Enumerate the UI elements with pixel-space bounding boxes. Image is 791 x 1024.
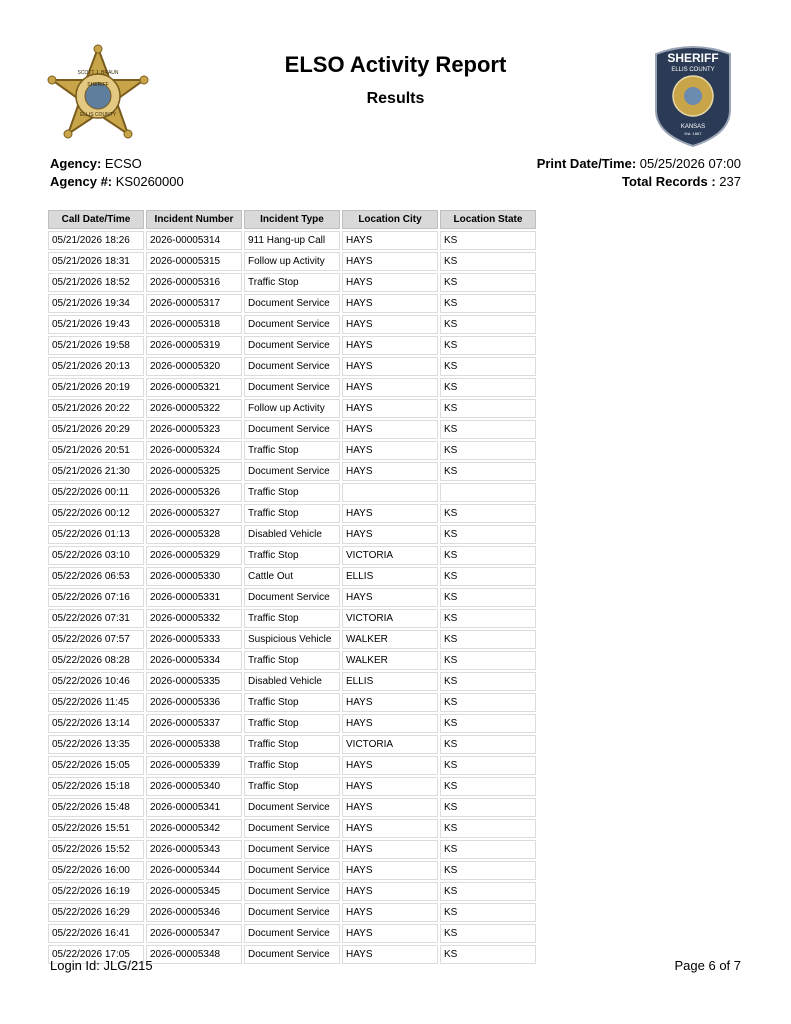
location-state-cell: KS <box>440 567 536 586</box>
incident-type-cell: Document Service <box>244 798 340 817</box>
table-row <box>48 231 536 250</box>
location-state-cell: KS <box>440 924 536 943</box>
incident-number-cell: 2026-00005348 <box>146 945 242 964</box>
call-datetime-cell: 05/21/2026 20:22 <box>48 399 144 418</box>
incident-type-cell: Document Service <box>244 840 340 859</box>
agency-info <box>50 155 184 191</box>
location-state-cell: KS <box>440 231 536 250</box>
incident-type-cell: Traffic Stop <box>244 504 340 523</box>
location-city-cell: HAYS <box>342 441 438 460</box>
call-datetime-cell: 05/22/2026 11:45 <box>48 693 144 712</box>
call-datetime-cell: 05/22/2026 16:29 <box>48 903 144 922</box>
table-row <box>48 252 536 271</box>
incident-number-cell: 2026-00005342 <box>146 819 242 838</box>
location-city-cell: HAYS <box>342 756 438 775</box>
incident-type-cell: Document Service <box>244 420 340 439</box>
location-state-cell: KS <box>440 420 536 439</box>
location-state-cell: KS <box>440 735 536 754</box>
location-city-cell: HAYS <box>342 504 438 523</box>
star-badge-top-text: SCOTT J. BRAUN <box>77 70 119 76</box>
report-title: ELSO Activity Report <box>284 52 507 77</box>
incident-type-cell: Traffic Stop <box>244 693 340 712</box>
location-state-cell: KS <box>440 798 536 817</box>
location-state-cell: KS <box>440 945 536 964</box>
call-datetime-cell: 05/21/2026 20:51 <box>48 441 144 460</box>
incident-number-cell: 2026-00005337 <box>146 714 242 733</box>
table-row <box>48 336 536 355</box>
incident-number-cell: 2026-00005341 <box>146 798 242 817</box>
agency-number-value: KS0260000 <box>115 174 184 189</box>
report-subtitle: Results <box>366 90 425 107</box>
table-row <box>48 840 536 859</box>
star-badge-bottom-text: ELLIS COUNTY <box>79 112 117 118</box>
incident-type-cell: Document Service <box>244 378 340 397</box>
call-datetime-cell: 05/22/2026 00:12 <box>48 504 144 523</box>
incident-type-cell: Traffic Stop <box>244 441 340 460</box>
call-datetime-cell: 05/21/2026 18:52 <box>48 273 144 292</box>
incident-number-cell: 2026-00005328 <box>146 525 242 544</box>
incident-type-cell: Document Service <box>244 819 340 838</box>
location-city-cell: HAYS <box>342 420 438 439</box>
call-datetime-cell: 05/22/2026 07:16 <box>48 588 144 607</box>
call-datetime-cell: 05/22/2026 10:46 <box>48 672 144 691</box>
location-city-cell: HAYS <box>342 819 438 838</box>
location-city-cell: HAYS <box>342 945 438 964</box>
table-row <box>48 315 536 334</box>
location-city-cell: HAYS <box>342 462 438 481</box>
location-city-cell: VICTORIA <box>342 546 438 565</box>
location-state-cell: KS <box>440 399 536 418</box>
location-city-cell: HAYS <box>342 882 438 901</box>
table-row <box>48 588 536 607</box>
agency-number-label: Agency #: <box>50 174 113 189</box>
call-datetime-cell: 05/22/2026 00:11 <box>48 483 144 502</box>
table-row <box>48 672 536 691</box>
incident-type-cell: Cattle Out <box>244 567 340 586</box>
table-row <box>48 504 536 523</box>
patch-county-text: ELLIS COUNTY <box>671 67 715 73</box>
agency-number-line <box>50 173 184 191</box>
incident-number-cell: 2026-00005320 <box>146 357 242 376</box>
patch-state-text: KANSAS <box>680 124 706 130</box>
table-row <box>48 924 536 943</box>
print-date-value: 05/25/2026 07:00 <box>639 156 741 171</box>
table-row <box>48 819 536 838</box>
incident-number-cell: 2026-00005334 <box>146 651 242 670</box>
table-row <box>48 462 536 481</box>
location-city-cell: ELLIS <box>342 672 438 691</box>
location-state-cell: KS <box>440 504 536 523</box>
table-row <box>48 420 536 439</box>
incident-number-cell: 2026-00005332 <box>146 609 242 628</box>
location-city-cell: HAYS <box>342 777 438 796</box>
location-state-cell: KS <box>440 651 536 670</box>
call-datetime-cell: 05/21/2026 18:26 <box>48 231 144 250</box>
table-row <box>48 735 536 754</box>
incident-type-cell: Document Service <box>244 336 340 355</box>
location-city-cell: HAYS <box>342 924 438 943</box>
table-row <box>48 294 536 313</box>
incident-type-cell: Document Service <box>244 882 340 901</box>
incident-type-cell: Document Service <box>244 945 340 964</box>
location-state-cell: KS <box>440 252 536 271</box>
incident-type-cell: Traffic Stop <box>244 273 340 292</box>
incident-number-cell: 2026-00005325 <box>146 462 242 481</box>
incident-number-cell: 2026-00005335 <box>146 672 242 691</box>
incident-type-cell: Document Service <box>244 903 340 922</box>
location-city-cell: HAYS <box>342 336 438 355</box>
incident-type-cell: Traffic Stop <box>244 483 340 502</box>
incident-type-cell: Document Service <box>244 861 340 880</box>
call-datetime-cell: 05/22/2026 07:31 <box>48 609 144 628</box>
page-number: Page 6 of 7 <box>674 958 741 973</box>
location-city-cell: HAYS <box>342 714 438 733</box>
call-datetime-cell: 05/22/2026 15:18 <box>48 777 144 796</box>
incident-number-cell: 2026-00005336 <box>146 693 242 712</box>
location-state-cell: KS <box>440 840 536 859</box>
incident-type-cell: Follow up Activity <box>244 399 340 418</box>
call-datetime-cell: 05/22/2026 13:14 <box>48 714 144 733</box>
table-row <box>48 903 536 922</box>
table-row <box>48 693 536 712</box>
location-city-cell: HAYS <box>342 840 438 859</box>
table-row <box>48 609 536 628</box>
call-datetime-cell: 05/22/2026 16:19 <box>48 882 144 901</box>
location-state-cell: KS <box>440 546 536 565</box>
incident-type-cell: Traffic Stop <box>244 546 340 565</box>
total-records-value: 237 <box>719 174 741 189</box>
location-state-cell <box>440 483 536 502</box>
location-state-cell: KS <box>440 378 536 397</box>
incident-type-cell: Traffic Stop <box>244 777 340 796</box>
location-state-cell: KS <box>440 861 536 880</box>
incident-number-cell: 2026-00005345 <box>146 882 242 901</box>
table-row <box>48 357 536 376</box>
incident-number-cell: 2026-00005333 <box>146 630 242 649</box>
table-row <box>48 567 536 586</box>
incident-type-cell: 911 Hang-up Call <box>244 231 340 250</box>
call-datetime-cell: 05/22/2026 03:10 <box>48 546 144 565</box>
call-datetime-cell: 05/21/2026 19:58 <box>48 336 144 355</box>
call-datetime-cell: 05/22/2026 16:41 <box>48 924 144 943</box>
location-city-cell: HAYS <box>342 357 438 376</box>
incident-number-cell: 2026-00005318 <box>146 315 242 334</box>
total-records-label: Total Records : <box>622 174 716 189</box>
call-datetime-cell: 05/22/2026 15:51 <box>48 819 144 838</box>
incident-number-cell: 2026-00005343 <box>146 840 242 859</box>
incident-type-cell: Traffic Stop <box>244 609 340 628</box>
call-datetime-cell: 05/22/2026 08:28 <box>48 651 144 670</box>
incident-number-cell: 2026-00005315 <box>146 252 242 271</box>
location-city-cell: WALKER <box>342 630 438 649</box>
incident-number-cell: 2026-00005329 <box>146 546 242 565</box>
incident-type-cell: Suspicious Vehicle <box>244 630 340 649</box>
location-city-cell: HAYS <box>342 378 438 397</box>
login-id: Login Id: JLG/215 <box>50 958 153 973</box>
incident-number-cell: 2026-00005326 <box>146 483 242 502</box>
location-city-cell: HAYS <box>342 525 438 544</box>
location-city-cell: HAYS <box>342 399 438 418</box>
incident-number-cell: 2026-00005321 <box>146 378 242 397</box>
table-row <box>48 525 536 544</box>
location-state-cell: KS <box>440 336 536 355</box>
incident-type-cell: Document Service <box>244 462 340 481</box>
incident-number-cell: 2026-00005340 <box>146 777 242 796</box>
call-datetime-cell: 05/22/2026 15:52 <box>48 840 144 859</box>
location-state-cell: KS <box>440 819 536 838</box>
activity-table <box>46 208 538 966</box>
incident-type-cell: Document Service <box>244 294 340 313</box>
table-row <box>48 861 536 880</box>
location-city-cell: HAYS <box>342 693 438 712</box>
incident-type-cell: Document Service <box>244 357 340 376</box>
incident-type-cell: Follow up Activity <box>244 252 340 271</box>
incident-number-cell: 2026-00005319 <box>146 336 242 355</box>
incident-number-cell: 2026-00005323 <box>146 420 242 439</box>
location-city-cell: WALKER <box>342 651 438 670</box>
incident-type-cell: Traffic Stop <box>244 714 340 733</box>
table-row <box>48 483 536 502</box>
location-city-cell: HAYS <box>342 798 438 817</box>
call-datetime-cell: 05/22/2026 01:13 <box>48 525 144 544</box>
call-datetime-cell: 05/21/2026 20:13 <box>48 357 144 376</box>
table-row <box>48 378 536 397</box>
incident-number-cell: 2026-00005338 <box>146 735 242 754</box>
table-row <box>48 882 536 901</box>
location-city-cell: VICTORIA <box>342 609 438 628</box>
call-datetime-cell: 05/21/2026 18:31 <box>48 252 144 271</box>
table-row <box>48 441 536 460</box>
location-city-cell: ELLIS <box>342 567 438 586</box>
incident-number-cell: 2026-00005317 <box>146 294 242 313</box>
print-info <box>537 155 741 191</box>
incident-number-cell: 2026-00005330 <box>146 567 242 586</box>
agency-value: ECSO <box>104 156 142 171</box>
call-datetime-cell: 05/22/2026 16:00 <box>48 861 144 880</box>
star-badge-mid-text: SHERIFF <box>87 82 109 88</box>
incident-number-cell: 2026-00005347 <box>146 924 242 943</box>
call-datetime-cell: 05/22/2026 13:35 <box>48 735 144 754</box>
location-city-cell: HAYS <box>342 315 438 334</box>
column-header: Location City <box>342 210 438 229</box>
location-state-cell: KS <box>440 315 536 334</box>
call-datetime-cell: 05/22/2026 07:57 <box>48 630 144 649</box>
location-city-cell: HAYS <box>342 273 438 292</box>
incident-type-cell: Disabled Vehicle <box>244 525 340 544</box>
location-state-cell: KS <box>440 525 536 544</box>
print-date-label: Print Date/Time: <box>536 156 637 171</box>
incident-type-cell: Disabled Vehicle <box>244 672 340 691</box>
call-datetime-cell: 05/22/2026 17:05 <box>48 945 144 964</box>
column-header: Incident Type <box>244 210 340 229</box>
table-row <box>48 399 536 418</box>
location-state-cell: KS <box>440 882 536 901</box>
table-row <box>48 273 536 292</box>
location-city-cell: HAYS <box>342 861 438 880</box>
incident-type-cell: Traffic Stop <box>244 651 340 670</box>
location-city-cell: HAYS <box>342 903 438 922</box>
incident-number-cell: 2026-00005346 <box>146 903 242 922</box>
location-state-cell: KS <box>440 588 536 607</box>
column-header: Location State <box>440 210 536 229</box>
table-row <box>48 630 536 649</box>
call-datetime-cell: 05/21/2026 20:29 <box>48 420 144 439</box>
location-state-cell: KS <box>440 630 536 649</box>
location-state-cell: KS <box>440 294 536 313</box>
location-state-cell: KS <box>440 357 536 376</box>
column-header: Incident Number <box>146 210 242 229</box>
call-datetime-cell: 05/22/2026 15:05 <box>48 756 144 775</box>
table-header-row <box>48 210 536 229</box>
location-city-cell: HAYS <box>342 588 438 607</box>
incident-number-cell: 2026-00005331 <box>146 588 242 607</box>
location-state-cell: KS <box>440 273 536 292</box>
location-city-cell: HAYS <box>342 252 438 271</box>
incident-number-cell: 2026-00005327 <box>146 504 242 523</box>
agency-label: Agency: <box>50 156 102 171</box>
table-row <box>48 714 536 733</box>
incident-number-cell: 2026-00005322 <box>146 399 242 418</box>
incident-type-cell: Document Service <box>244 924 340 943</box>
table-row <box>48 777 536 796</box>
location-state-cell: KS <box>440 441 536 460</box>
location-city-cell <box>342 483 438 502</box>
incident-type-cell: Document Service <box>244 315 340 334</box>
location-state-cell: KS <box>440 714 536 733</box>
incident-type-cell: Traffic Stop <box>244 756 340 775</box>
location-city-cell: HAYS <box>342 294 438 313</box>
table-row <box>48 651 536 670</box>
incident-type-cell: Document Service <box>244 588 340 607</box>
agency-line <box>50 155 184 173</box>
table-row <box>48 798 536 817</box>
incident-number-cell: 2026-00005324 <box>146 441 242 460</box>
patch-top-text: SHERIFF <box>667 51 719 65</box>
location-state-cell: KS <box>440 609 536 628</box>
location-state-cell: KS <box>440 777 536 796</box>
call-datetime-cell: 05/21/2026 21:30 <box>48 462 144 481</box>
location-state-cell: KS <box>440 756 536 775</box>
location-city-cell: VICTORIA <box>342 735 438 754</box>
incident-number-cell: 2026-00005314 <box>146 231 242 250</box>
table-row <box>48 756 536 775</box>
incident-number-cell: 2026-00005316 <box>146 273 242 292</box>
location-city-cell: HAYS <box>342 231 438 250</box>
sheriff-patch-logo <box>650 44 736 148</box>
call-datetime-cell: 05/22/2026 15:48 <box>48 798 144 817</box>
location-state-cell: KS <box>440 693 536 712</box>
column-header: Call Date/Time <box>48 210 144 229</box>
print-date-line <box>537 155 741 173</box>
location-state-cell: KS <box>440 903 536 922</box>
location-state-cell: KS <box>440 462 536 481</box>
table-row <box>48 546 536 565</box>
patch-est-text: Est. 1867 <box>684 131 702 136</box>
incident-number-cell: 2026-00005344 <box>146 861 242 880</box>
call-datetime-cell: 05/22/2026 06:53 <box>48 567 144 586</box>
call-datetime-cell: 05/21/2026 20:19 <box>48 378 144 397</box>
call-datetime-cell: 05/21/2026 19:34 <box>48 294 144 313</box>
total-records-line <box>537 173 741 191</box>
call-datetime-cell: 05/21/2026 19:43 <box>48 315 144 334</box>
location-state-cell: KS <box>440 672 536 691</box>
incident-number-cell: 2026-00005339 <box>146 756 242 775</box>
incident-type-cell: Traffic Stop <box>244 735 340 754</box>
